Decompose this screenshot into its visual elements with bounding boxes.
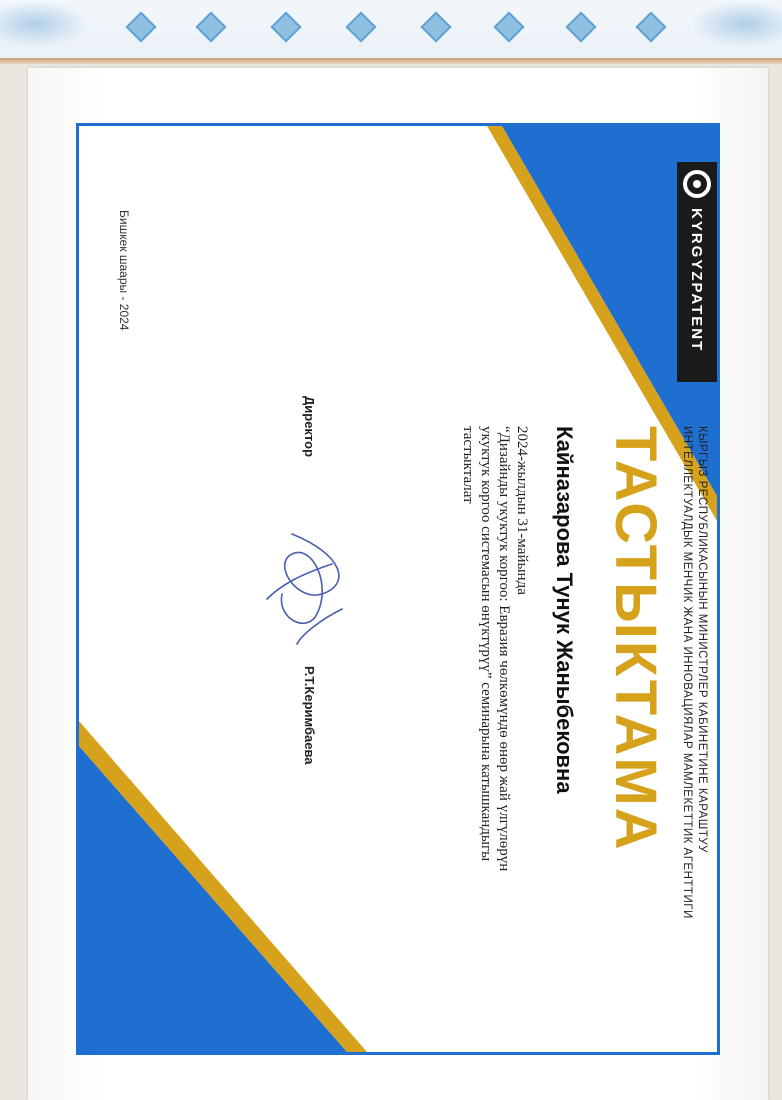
diamond-ornament	[125, 11, 156, 42]
diamond-ornament	[270, 11, 301, 42]
body-line: 2024-жылдын 31-майында	[514, 426, 530, 595]
diamond-ornament	[635, 11, 666, 42]
diamond-ornament	[420, 11, 451, 42]
frame-edge	[0, 58, 782, 64]
agency-line: ИНТЕЛЛЕКТУАЛДЫК МЕНЧИК ЖАНА ИННОВАЦИЯЛАР МАМЛЕКЕТТИК АГЕНТТИГИ	[681, 426, 693, 919]
decorative-top-strip	[0, 0, 782, 58]
recipient-name: Кайназарова Тунук Жаныбековна	[552, 426, 577, 794]
agency-name	[679, 426, 709, 986]
diamond-ornament	[493, 11, 524, 42]
ornament-right	[690, 0, 782, 48]
body-line: “Дизайнды укуктук коргоо: Евразия чөлкөмүндө өнөр жай үлгүлөрүн	[496, 426, 512, 872]
diamond-ornament	[195, 11, 226, 42]
body-line: тастыкталат	[460, 426, 476, 504]
body-line: укуктук коргоо системасын өнүктүрүү” семинарына катышкандыгы	[478, 426, 494, 862]
ornament-left	[0, 0, 90, 48]
diamond-ornament	[345, 11, 376, 42]
kyrgyzpatent-logo	[677, 162, 717, 382]
certificate-title: ТАСТЫКТАМА	[603, 426, 668, 852]
director-name: Р.Т.Керимбаева	[302, 666, 317, 765]
agency-line: КЫРГЫЗ РЕСПУБЛИКАСЫНЫН МИНИСТРЛЕР КАБИНЕТИНЕ КАРАШТУУ	[696, 426, 708, 853]
city-year: Бишкек шаары - 2024	[117, 210, 131, 331]
certificate-frame	[76, 123, 720, 1055]
logo-text: KYRGYZPATENT	[688, 208, 706, 353]
diamond-ornament	[565, 11, 596, 42]
director-label: Директор	[302, 396, 317, 458]
signature	[252, 524, 362, 654]
logo-icon	[683, 170, 711, 198]
certificate-body	[459, 426, 531, 1026]
certificate-content	[79, 126, 717, 1052]
